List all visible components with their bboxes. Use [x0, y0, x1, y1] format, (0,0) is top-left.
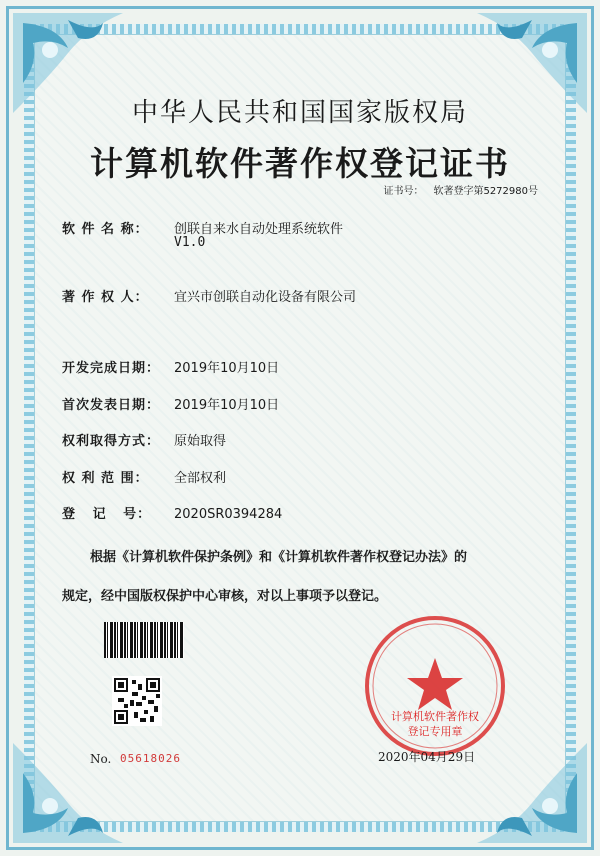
- dev-date-row: [62, 357, 279, 376]
- barcode-icon: [104, 622, 184, 658]
- method-row: [62, 430, 226, 449]
- pub-date-row: [62, 394, 279, 413]
- serial-number-value: 05618026: [120, 752, 181, 765]
- software-name-label: 软 件 名 称：: [62, 222, 149, 237]
- pub-date-label: 首次发表日期：: [62, 398, 161, 413]
- qr-code-icon: [112, 676, 162, 726]
- seal-text-line-1: 计算机软件著作权: [391, 710, 479, 723]
- method-label: 权利取得方式：: [62, 434, 161, 449]
- owner-label: 著 作 权 人：: [62, 290, 149, 305]
- scope-value: 全部权利: [174, 471, 227, 486]
- scope-row: [62, 467, 226, 486]
- software-name-value: 创联自来水自动处理系统软件: [174, 222, 344, 237]
- seal-text-line-2: 登记专用章: [407, 725, 463, 738]
- statement-line-2: 规定，经中国版权保护中心审核，对以上事项予以登记。: [62, 589, 388, 604]
- registration-label: 登 记 号：: [62, 507, 152, 522]
- scope-label: 权 利 范 围：: [62, 471, 149, 486]
- dev-date-label: 开发完成日期：: [62, 361, 161, 376]
- registration-row: [62, 503, 282, 522]
- certificate-number-value: 软著登字第5272980号: [433, 186, 538, 197]
- certificate-number-label: 证书号：: [383, 186, 424, 197]
- serial-number-label: No.: [90, 752, 112, 766]
- certificate-number: [383, 182, 538, 197]
- owner-value: 宜兴市创联自动化设备有限公司: [174, 290, 357, 305]
- owner-row: [62, 286, 356, 305]
- dev-date-value: 2019年10月10日: [174, 361, 280, 376]
- issue-date: 2020年04月29日: [378, 750, 476, 764]
- method-value: 原始取得: [174, 434, 227, 449]
- statement-line-1: 根据《计算机软件保护条例》和《计算机软件著作权登记办法》的: [90, 550, 468, 565]
- pub-date-value: 2019年10月10日: [174, 398, 280, 413]
- issuing-authority: 中华人民共和国国家版权局: [131, 98, 468, 128]
- certificate-title: 计算机软件著作权登记证书: [90, 144, 510, 183]
- software-version: V1.0: [174, 235, 206, 250]
- registration-number: 2020SR0394284: [174, 507, 283, 522]
